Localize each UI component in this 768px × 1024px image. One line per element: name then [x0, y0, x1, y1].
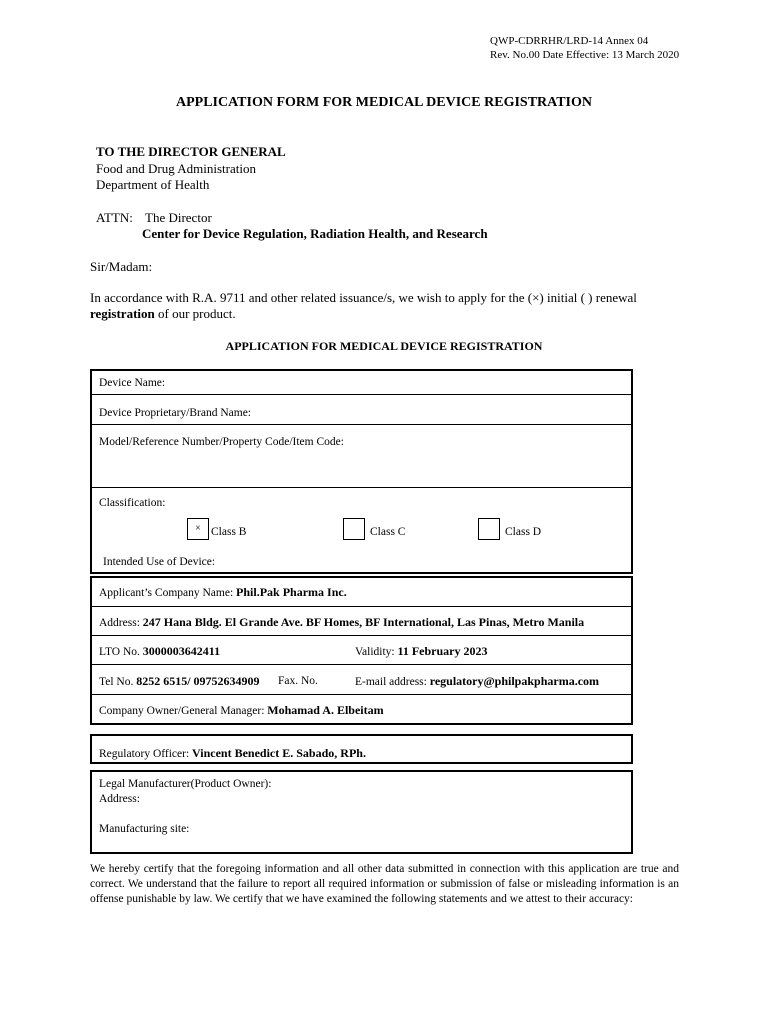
brand-name-label: Device Proprietary/Brand Name: — [99, 407, 251, 419]
company-name — [99, 585, 347, 600]
device-info-box — [90, 369, 633, 574]
validity — [355, 644, 488, 659]
device-name-row — [92, 371, 631, 395]
class-d-checkbox[interactable] — [478, 518, 500, 540]
device-name-label: Device Name: — [99, 377, 166, 389]
letter-body-line1: In accordance with R.A. 9711 and other related issuance/s, we wish to apply for the (×) initial ( ) renewal — [90, 290, 637, 305]
model-row — [92, 425, 631, 488]
class-d-label: Class D — [505, 526, 542, 538]
reg-officer-value: Vincent Benedict E. Sabado, RPh. — [192, 746, 366, 760]
regulatory-officer — [99, 746, 366, 761]
salutation: Sir/Madam: — [90, 259, 153, 274]
legal-mfr-address-label: Address: — [99, 793, 140, 805]
model-label: Model/Reference Number/Property Code/Item Code: — [99, 436, 344, 448]
lto-label: LTO No. — [99, 646, 140, 658]
attn-center: Center for Device Regulation, Radiation Health, and Research — [142, 226, 488, 241]
attn-label: ATTN: — [96, 210, 133, 225]
validity-value: 11 February 2023 — [397, 644, 488, 658]
email-label: E-mail address: — [355, 676, 427, 688]
lto-row — [92, 636, 631, 665]
brand-name-row — [92, 395, 631, 425]
owner-label: Company Owner/General Manager: — [99, 705, 265, 717]
applicant-company-box — [90, 576, 633, 725]
letter-body-bold: registration — [90, 306, 155, 321]
owner-value: Mohamad A. Elbeitam — [267, 703, 384, 717]
company-address — [99, 615, 584, 630]
form-section-title: APPLICATION FOR MEDICAL DEVICE REGISTRATION — [225, 339, 543, 353]
classification-row — [92, 488, 631, 572]
document-code: QWP-CDRRHR/LRD-14 Annex 04 — [490, 35, 649, 47]
mfg-site-label: Manufacturing site: — [99, 823, 190, 835]
regulatory-officer-box — [90, 734, 633, 764]
validity-label: Validity: — [355, 646, 395, 658]
address-row — [92, 607, 631, 636]
email-value: regulatory@philpakpharma.com — [429, 674, 600, 688]
company-name-label: Applicant’s Company Name: — [99, 587, 234, 599]
owner-row — [92, 695, 631, 723]
letter-body-rest: of our product. — [154, 306, 236, 321]
attn-name: The Director — [145, 210, 212, 225]
fax-label: Fax. No. — [278, 675, 318, 687]
certification-text: We hereby certify that the foregoing information and all other data submitted in connection with this application are true and correct. We understand that the failure to report all required information or submission of false or misleading information is an offense punishable by law. We certify that we have examined the following statements and we attest to their accuracy: — [90, 863, 679, 905]
class-c-checkbox[interactable] — [343, 518, 365, 540]
class-b-label: Class B — [211, 526, 247, 538]
email — [355, 674, 599, 689]
page-title: APPLICATION FORM FOR MEDICAL DEVICE REGISTRATION — [175, 95, 592, 110]
addressee-department: Department of Health — [96, 177, 210, 192]
legal-mfr-label: Legal Manufacturer(Product Owner): — [99, 778, 272, 790]
class-c-label: Class C — [370, 526, 406, 538]
classification-label: Classification: — [99, 497, 166, 509]
intended-use-label: Intended Use of Device: — [103, 556, 216, 568]
letter-body-line2 — [90, 306, 236, 322]
contact-row — [92, 665, 631, 695]
company-owner — [99, 703, 384, 718]
class-b-checkbox[interactable]: × — [187, 518, 209, 540]
tel-label: Tel No. — [99, 676, 134, 688]
address-value: 247 Hana Bldg. El Grande Ave. BF Homes, BF International, Las Pinas, Metro Manila — [142, 615, 585, 629]
revision-date: Rev. No.00 Date Effective: 13 March 2020 — [490, 49, 680, 61]
tel-value: 8252 6515/ 09752634909 — [136, 674, 260, 688]
lto-number — [99, 644, 220, 659]
reg-officer-label: Regulatory Officer: — [99, 748, 190, 760]
addressee-agency: Food and Drug Administration — [96, 161, 256, 176]
lto-value: 3000003642411 — [142, 644, 221, 658]
legal-manufacturer-box — [90, 770, 633, 854]
addressee-title: TO THE DIRECTOR GENERAL — [96, 144, 286, 159]
address-label: Address: — [99, 617, 140, 629]
company-name-value: Phil.Pak Pharma Inc. — [236, 585, 347, 599]
tel-number — [99, 674, 260, 689]
company-name-row — [92, 578, 631, 607]
